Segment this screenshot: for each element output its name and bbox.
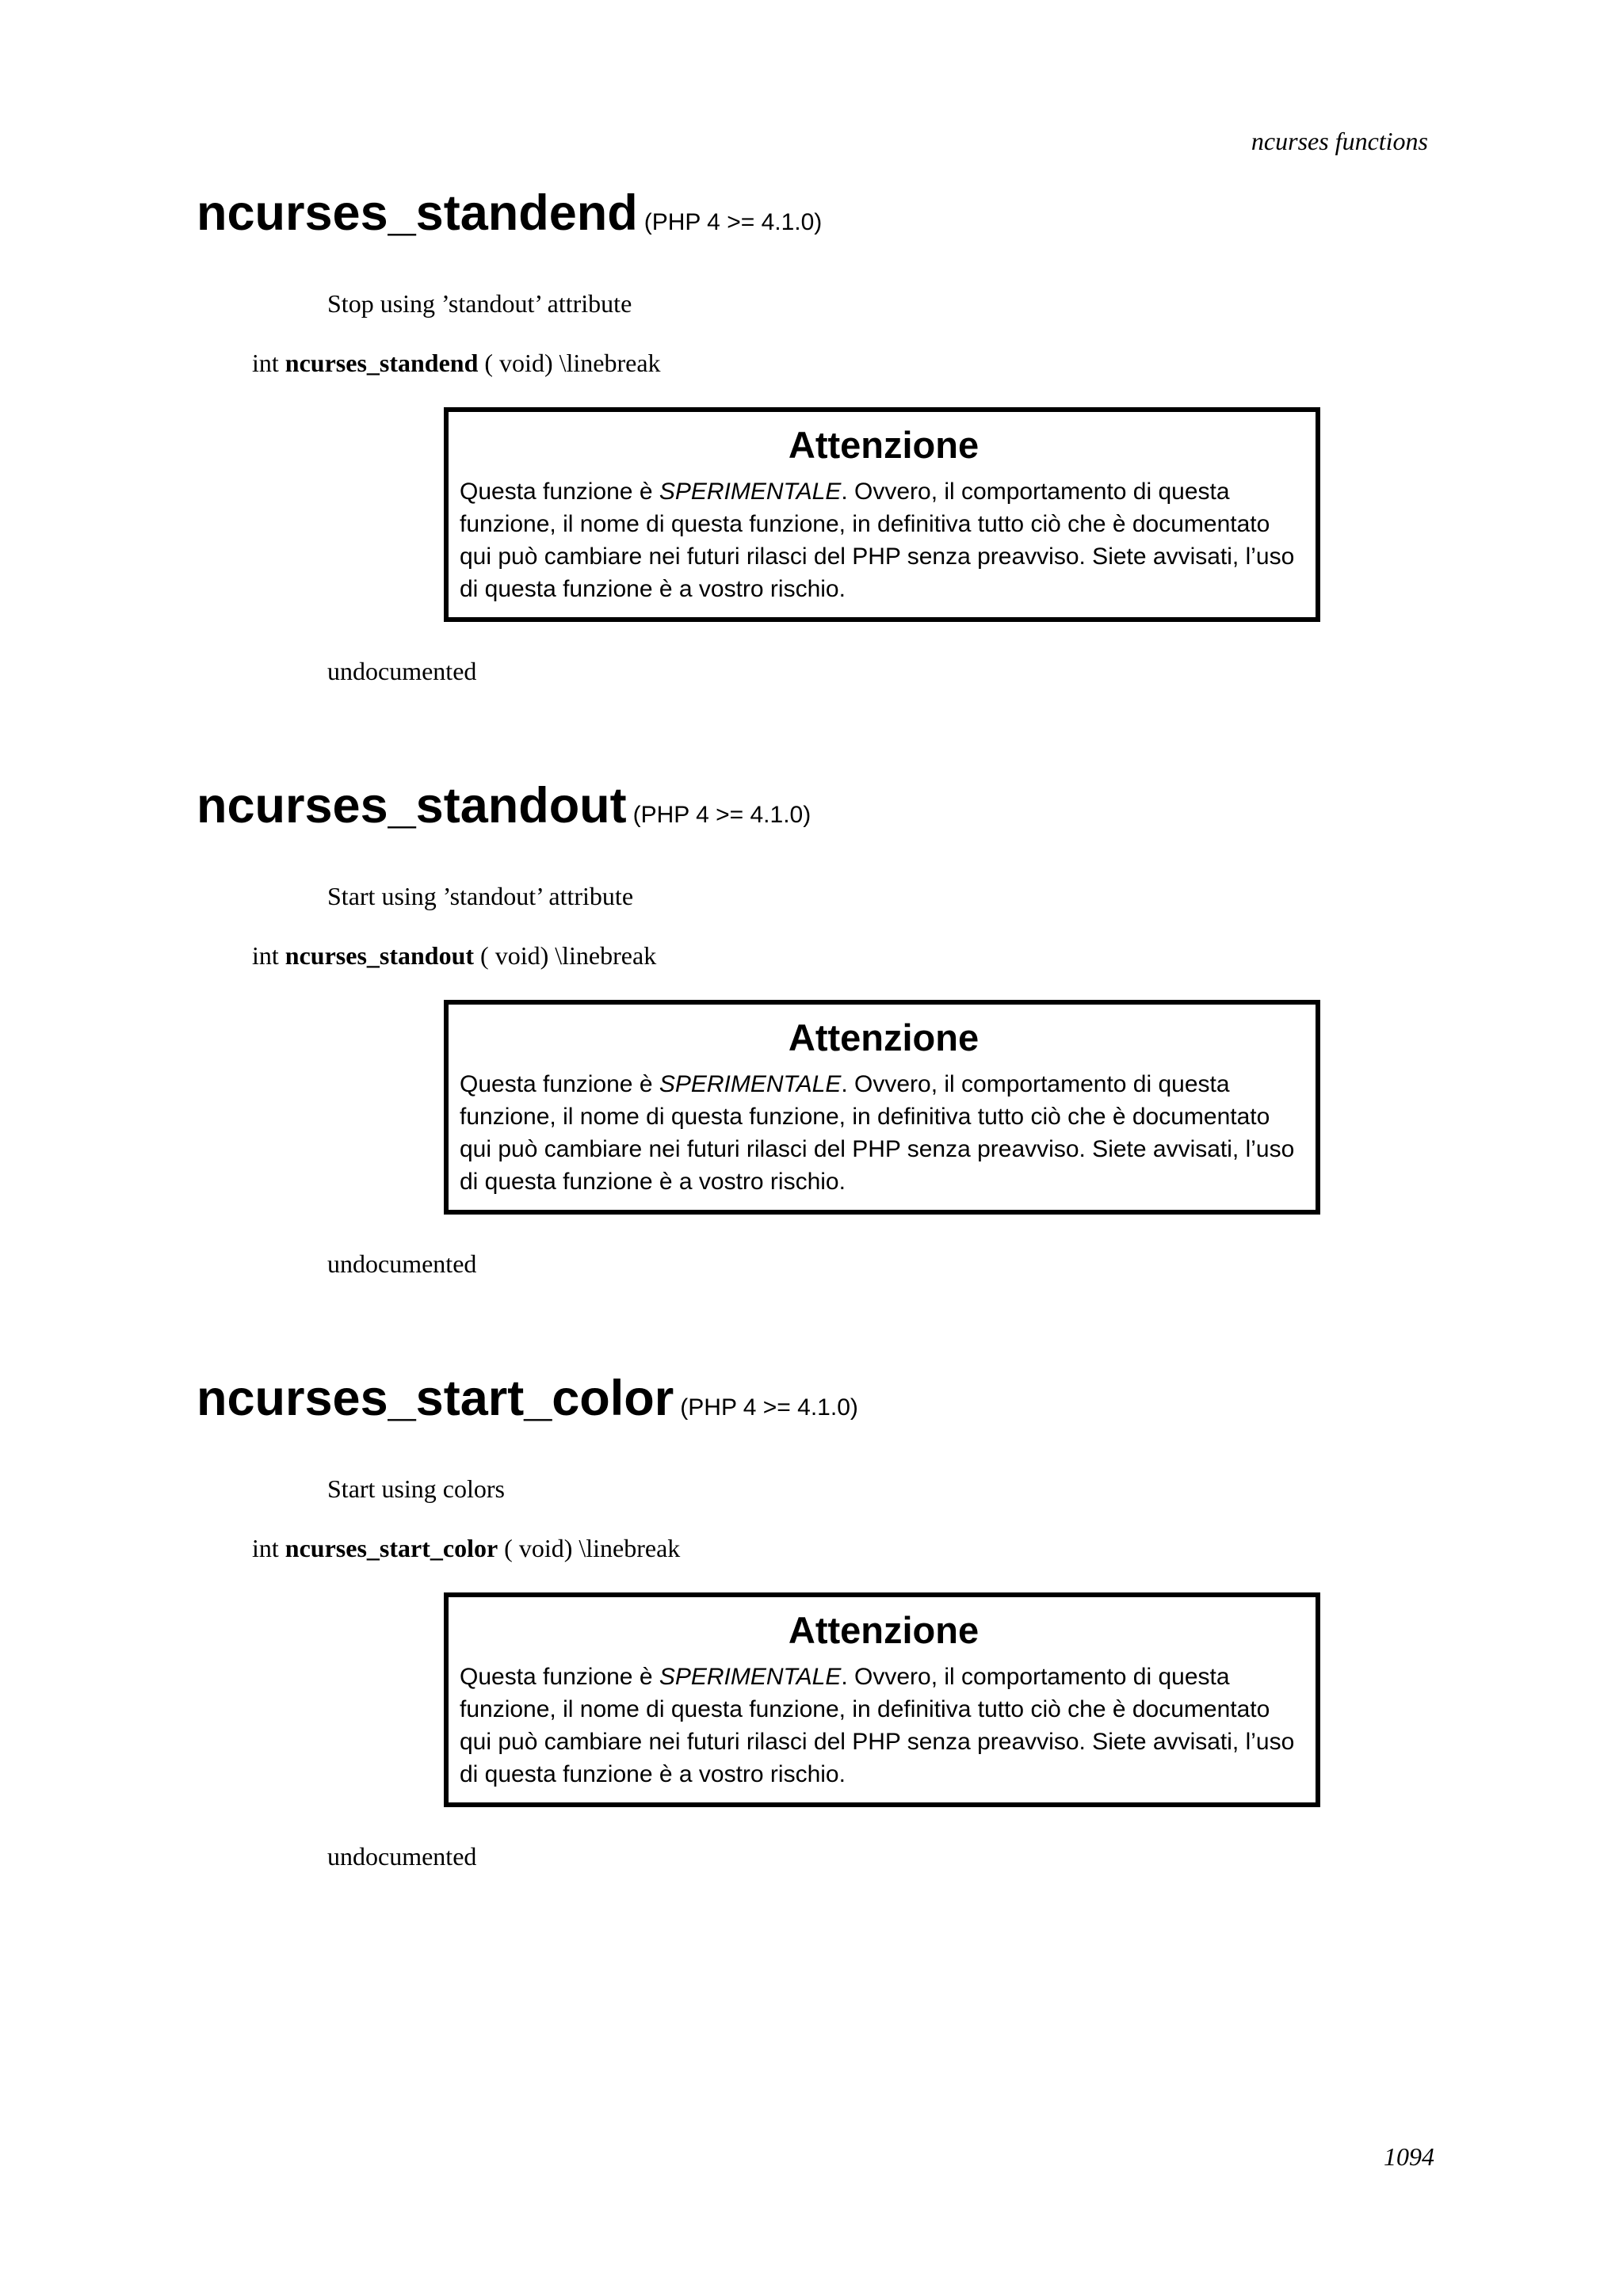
function-synopsis <box>252 347 661 379</box>
warning-box <box>444 1592 1320 1807</box>
synopsis-params: ( void) \linebreak <box>484 349 661 377</box>
function-purpose: Start using ’standout’ attribute <box>327 882 634 910</box>
warning-title: Attenzione <box>788 424 980 466</box>
function-title <box>197 1364 858 1442</box>
warning-text-after: . Ovvero, il comportamento di questa funzione, il nome di questa funzione, in definitiva tutto ciò che è documentato qui può cambiare nei futuri rilasci del PHP senza preavviso. Siete avvisati, l’uso di questa funzione è a vostro rischio. <box>460 479 1295 602</box>
function-title <box>197 772 811 849</box>
synopsis-params: ( void) \linebreak <box>480 941 657 970</box>
function-synopsis <box>252 1532 680 1564</box>
warning-box <box>444 1000 1320 1215</box>
function-version: (PHP 4 >= 4.1.0) <box>632 802 812 828</box>
warning-emphasis: SPERIMENTALE <box>659 479 842 505</box>
function-name: ncurses_standout <box>197 778 627 833</box>
warning-text-before: Questa funzione è <box>460 479 659 505</box>
warning-text-before: Questa funzione è <box>460 1071 659 1097</box>
warning-box <box>444 407 1320 622</box>
warning-emphasis: SPERIMENTALE <box>659 1071 842 1097</box>
function-name: ncurses_start_color <box>197 1371 674 1426</box>
synopsis-function-name: ncurses_standout <box>285 941 475 970</box>
return-type: int <box>252 1534 279 1562</box>
page-number: 1094 <box>1384 2142 1434 2171</box>
warning-title: Attenzione <box>788 1016 980 1058</box>
warning-title: Attenzione <box>788 1609 980 1651</box>
function-version: (PHP 4 >= 4.1.0) <box>643 209 823 235</box>
warning-emphasis: SPERIMENTALE <box>659 1664 842 1690</box>
synopsis-params: ( void) \linebreak <box>504 1534 681 1562</box>
function-purpose: Stop using ’standout’ attribute <box>327 289 632 318</box>
function-description: undocumented <box>327 1842 477 1871</box>
running-header: ncurses functions <box>1251 127 1428 155</box>
function-name: ncurses_standend <box>197 185 638 241</box>
warning-text-after: . Ovvero, il comportamento di questa funzione, il nome di questa funzione, in definitiva tutto ciò che è documentato qui può cambiare nei futuri rilasci del PHP senza preavviso. Siete avvisati, l’uso di questa funzione è a vostro rischio. <box>460 1071 1295 1195</box>
warning-text <box>460 1661 1308 1791</box>
return-type: int <box>252 941 279 970</box>
function-version: (PHP 4 >= 4.1.0) <box>680 1394 858 1421</box>
function-description: undocumented <box>327 1249 477 1278</box>
return-type: int <box>252 349 279 377</box>
function-description: undocumented <box>327 657 477 685</box>
function-synopsis <box>252 940 656 971</box>
synopsis-function-name: ncurses_start_color <box>285 1534 498 1562</box>
function-title <box>197 179 822 257</box>
synopsis-function-name: ncurses_standend <box>285 349 479 377</box>
warning-text-after: . Ovvero, il comportamento di questa funzione, il nome di questa funzione, in definitiva tutto ciò che è documentato qui può cambiare nei futuri rilasci del PHP senza preavviso. Siete avvisati, l’uso di questa funzione è a vostro rischio. <box>460 1664 1295 1787</box>
warning-text <box>460 1068 1308 1198</box>
warning-text-before: Questa funzione è <box>460 1664 659 1690</box>
warning-text <box>460 475 1308 605</box>
function-purpose: Start using colors <box>327 1474 505 1503</box>
